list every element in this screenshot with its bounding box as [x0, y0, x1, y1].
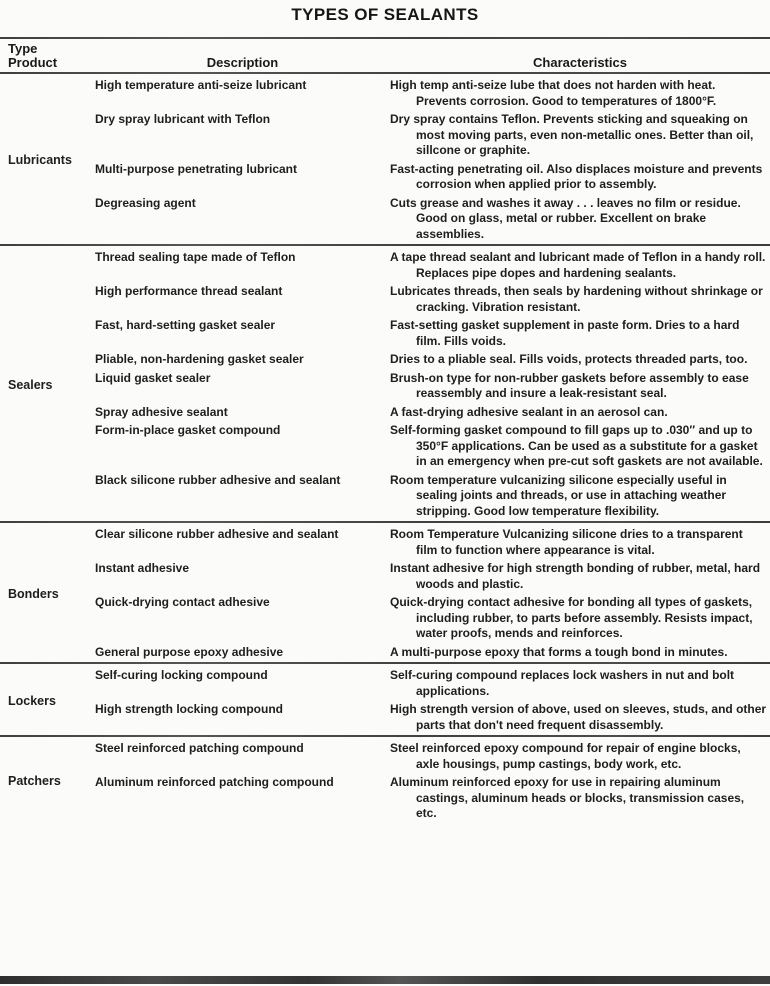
- description-cell: Quick-drying contact adhesive: [95, 595, 270, 609]
- table-row: [95, 775, 770, 822]
- characteristics-cell: Quick-drying contact adhesive for bonding all types of gaskets, including rubber, to parts before assembly. Resists impact, water proofs, mends and reinforces.: [390, 595, 753, 640]
- section-sealers: [0, 246, 770, 521]
- description-cell: Spray adhesive sealant: [95, 404, 228, 419]
- characteristics-cell: Dries to a pliable seal. Fills voids, protects threaded parts, too.: [390, 352, 748, 366]
- table-row: [95, 371, 770, 402]
- section-rows: [95, 741, 770, 822]
- description-cell: Self-curing locking compound: [95, 668, 268, 682]
- group-label: Lubricants: [8, 153, 72, 167]
- description-cell: Instant adhesive: [95, 561, 190, 575]
- section-lubricants: [0, 74, 770, 244]
- table-row: [95, 250, 770, 281]
- characteristics-cell: A fast-drying adhesive sealant in an aerosol can.: [390, 404, 668, 419]
- table-row: [95, 284, 770, 315]
- description-cell: Clear silicone rubber adhesive and sealant: [95, 527, 339, 541]
- description-cell: High performance thread sealant: [95, 284, 283, 298]
- table-row: [95, 112, 770, 159]
- characteristics-cell: A tape thread sealant and lubricant made of Teflon in a handy roll. Replaces pipe dopes and hardening sealants.: [390, 250, 766, 280]
- characteristics-cell: Dry spray contains Teflon. Prevents sticking and squeaking on most moving parts, even non-metallic ones. Better than oil, sillcone or graphite.: [390, 112, 754, 157]
- description-cell: Liquid gasket sealer: [95, 370, 211, 385]
- characteristics-cell: Room Temperature Vulcanizing silicone dries to a transparent film to function where appearance is vital.: [390, 527, 743, 557]
- characteristics-cell: Self-curing compound replaces lock washers in nut and bolt applications.: [390, 668, 735, 698]
- column-header-type-product: [0, 42, 95, 70]
- column-header-characteristics: Characteristics: [533, 55, 627, 70]
- characteristics-cell: Lubricates threads, then seals by hardening without shrinkage or cracking. Vibration resistant.: [390, 284, 763, 314]
- table-row: [95, 741, 770, 772]
- characteristics-cell: A multi-purpose epoxy that forms a tough bond in minutes.: [390, 644, 728, 659]
- table-row: [95, 352, 770, 368]
- table-header: [0, 39, 770, 72]
- table-row: [95, 702, 770, 733]
- description-cell: High temperature anti-seize lubricant: [95, 78, 307, 92]
- column-header-type-line2: Product: [8, 55, 58, 70]
- characteristics-cell: Brush-on type for non-rubber gaskets before assembly to ease reassembly and insure a leak-resistant seal.: [390, 370, 749, 400]
- group-label: Sealers: [8, 377, 53, 392]
- section-rows: [95, 250, 770, 519]
- table-row: [95, 645, 770, 661]
- table-row: [95, 595, 770, 642]
- description-cell: Thread sealing tape made of Teflon: [95, 250, 296, 264]
- description-cell: High strength locking compound: [95, 702, 283, 716]
- group-label: Patchers: [8, 774, 61, 789]
- description-cell: Pliable, non-hardening gasket sealer: [95, 352, 304, 366]
- section-rows: [95, 78, 770, 242]
- bottom-border-bar: [0, 976, 770, 984]
- description-cell: Black silicone rubber adhesive and sealant: [95, 472, 341, 487]
- table-row: [95, 196, 770, 243]
- description-cell: Degreasing agent: [95, 195, 196, 210]
- column-header-type-line1: Type: [8, 41, 38, 56]
- description-cell: General purpose epoxy adhesive: [95, 644, 284, 659]
- page-title: TYPES OF SEALANTS: [291, 5, 479, 24]
- characteristics-cell: Cuts grease and washes it away . . . leaves no film or residue. Good on glass, metal or rubber. Excellent on brake assemblies.: [390, 195, 741, 241]
- description-cell: Multi-purpose penetrating lubricant: [95, 161, 298, 176]
- group-label: Bonders: [8, 586, 59, 601]
- section-bonders: [0, 523, 770, 662]
- table-row: [95, 423, 770, 470]
- section-lockers: [0, 664, 770, 735]
- table-row: [95, 473, 770, 520]
- table-row: [95, 527, 770, 558]
- characteristics-cell: Fast-acting penetrating oil. Also displaces moisture and prevents corrosion when applied prior to assembly.: [390, 161, 763, 191]
- characteristics-cell: Aluminum reinforced epoxy for use in repairing aluminum castings, aluminum heads or blocks, transmission cases, etc.: [390, 775, 745, 820]
- description-cell: Dry spray lubricant with Teflon: [95, 112, 271, 126]
- characteristics-cell: High temp anti-seize lube that does not harden with heat. Prevents corrosion. Good to temperatures of 1800°F.: [390, 78, 717, 108]
- characteristics-cell: High strength version of above, used on sleeves, studs, and other parts that don't need frequent disassembly.: [390, 702, 767, 732]
- characteristics-cell: Instant adhesive for high strength bonding of rubber, metal, hard woods and plastic.: [390, 561, 761, 591]
- table-row: [95, 78, 770, 109]
- characteristics-cell: Room temperature vulcanizing silicone especially useful in sealing joints and threads, or use in attaching weather stripping. Good low temperature flexibility.: [390, 472, 727, 518]
- description-cell: Fast, hard-setting gasket sealer: [95, 318, 276, 332]
- description-cell: Aluminum reinforced patching compound: [95, 775, 334, 789]
- group-label: Lockers: [8, 693, 56, 708]
- description-cell: Form-in-place gasket compound: [95, 423, 281, 437]
- table-row: [95, 162, 770, 193]
- section-rows: [95, 668, 770, 733]
- characteristics-cell: Steel reinforced epoxy compound for repair of engine blocks, axle housings, pump castings, body work, etc.: [390, 741, 741, 771]
- table-row: [95, 668, 770, 699]
- section-rows: [95, 527, 770, 660]
- characteristics-cell: Self-forming gasket compound to fill gaps up to .030″ and up to 350°F applications. Can be used as a substitute for a gasket in an emergency when pre-cut soft gaskets are not available.: [390, 423, 763, 468]
- section-patchers: [0, 737, 770, 824]
- table-row: [95, 561, 770, 592]
- table-row: [95, 405, 770, 421]
- characteristics-cell: Fast-setting gasket supplement in paste form. Dries to a hard film. Fills voids.: [390, 318, 740, 348]
- column-header-description: Description: [206, 55, 279, 70]
- description-cell: Steel reinforced patching compound: [95, 741, 304, 755]
- table-row: [95, 318, 770, 349]
